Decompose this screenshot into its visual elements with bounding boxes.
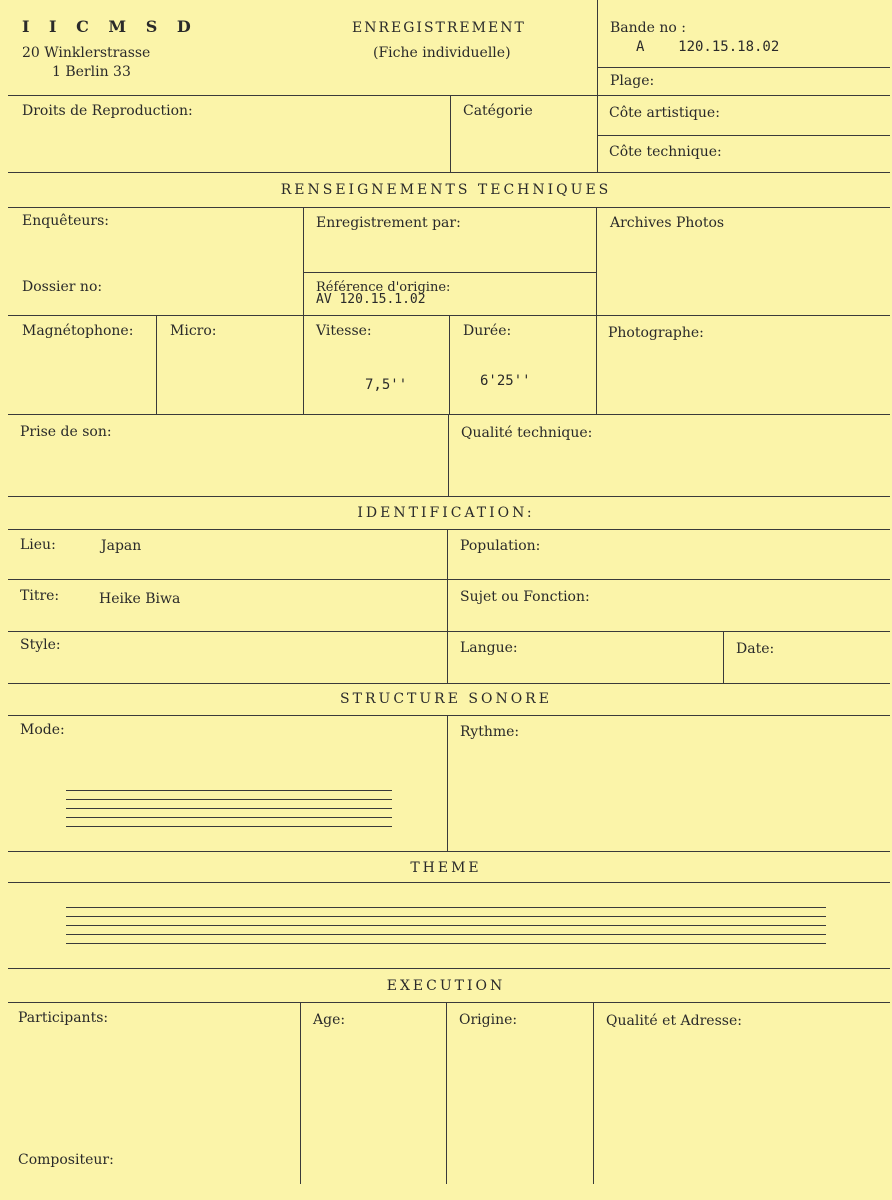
age-label: Age: — [313, 1012, 346, 1028]
micro-divider — [156, 315, 157, 414]
date-divider — [723, 631, 724, 683]
vitesse-label: Vitesse: — [316, 323, 372, 339]
bande-label: Bande no : — [610, 20, 686, 36]
mode-staff-line-1 — [66, 790, 392, 791]
cote-technique-label: Côte technique: — [609, 144, 722, 160]
micro-label: Micro: — [170, 323, 217, 339]
lieu-bottom-line — [8, 579, 890, 580]
participants-label: Participants: — [18, 1010, 109, 1026]
prise-de-son-label: Prise de son: — [20, 424, 112, 440]
enqueteurs-label: Enquêteurs: — [22, 213, 110, 229]
bande-value: A 120.15.18.02 — [636, 39, 780, 55]
plage-line — [597, 67, 890, 68]
technical-title-line — [8, 207, 890, 208]
titre-value: Heike Biwa — [99, 591, 181, 607]
execution-title-line — [8, 1002, 890, 1003]
titre-bottom-line — [8, 631, 890, 632]
theme-staff-line-1 — [66, 907, 826, 908]
prise-divider — [448, 414, 449, 496]
structure-divider — [447, 715, 448, 851]
duree-value: 6'25'' — [480, 373, 531, 389]
tech-row2-bottom-line — [8, 414, 890, 415]
titre-label: Titre: — [20, 588, 60, 604]
sujet-label: Sujet ou Fonction: — [460, 589, 590, 605]
compositeur-label: Compositeur: — [18, 1152, 114, 1168]
section-identification: IDENTIFICATION: — [357, 505, 535, 521]
archives-photos-label: Archives Photos — [610, 215, 725, 231]
lieu-value: Japan — [101, 538, 142, 554]
section-renseignements-techniques: RENSEIGNEMENTS TECHNIQUES — [280, 182, 612, 198]
qualite-technique-label: Qualité technique: — [461, 425, 593, 441]
address-line-2: 1 Berlin 33 — [52, 64, 131, 80]
execution-divider-2 — [446, 1002, 447, 1184]
photographe-label: Photographe: — [608, 325, 704, 341]
qualite-adresse-label: Qualité et Adresse: — [606, 1013, 742, 1029]
structure-title-line — [8, 715, 890, 716]
rythme-label: Rythme: — [460, 724, 520, 740]
origine-label: Origine: — [459, 1012, 518, 1028]
theme-bottom-line — [8, 968, 890, 969]
mode-staff-line-4 — [66, 817, 392, 818]
plage-label: Plage: — [610, 73, 655, 89]
identification-title-line — [8, 529, 890, 530]
technical-bottom-line — [8, 496, 890, 497]
execution-divider-1 — [300, 1002, 301, 1184]
cote-artistique-label: Côte artistique: — [609, 105, 720, 121]
execution-divider-3 — [593, 1002, 594, 1184]
form-subtitle: (Fiche individuelle) — [373, 45, 511, 61]
mode-staff-line-5 — [66, 826, 392, 827]
duree-label: Durée: — [463, 323, 512, 339]
section-structure-sonore: STRUCTURE SONORE — [340, 691, 552, 707]
vitesse-value: 7,5'' — [365, 377, 408, 393]
theme-staff-line-4 — [66, 934, 826, 935]
reference-label: Référence d'origine: — [316, 280, 451, 295]
form-title: ENREGISTREMENT — [352, 20, 526, 36]
reference-top-line — [303, 272, 596, 273]
reference-value: AV 120.15.1.02 — [316, 292, 426, 307]
mode-staff-line-2 — [66, 799, 392, 800]
mode-label: Mode: — [20, 722, 65, 738]
duree-divider — [449, 315, 450, 414]
rights-bottom-line — [8, 172, 890, 173]
theme-staff-line-3 — [66, 925, 826, 926]
enregistrement-par-label: Enregistrement par: — [316, 215, 461, 231]
rights-divider — [450, 95, 451, 172]
date-label: Date: — [736, 641, 775, 657]
categorie-label: Catégorie — [463, 103, 533, 119]
dossier-label: Dossier no: — [22, 279, 103, 295]
magnetophone-label: Magnétophone: — [22, 323, 134, 339]
tech-divider-1 — [303, 207, 304, 414]
institution-logo: I I C M S D — [22, 17, 198, 36]
langue-label: Langue: — [460, 640, 518, 656]
identification-bottom-line — [8, 683, 890, 684]
theme-staff-line-2 — [66, 916, 826, 917]
theme-staff-line-5 — [66, 943, 826, 944]
lieu-label: Lieu: — [20, 537, 56, 553]
droits-label: Droits de Reproduction: — [22, 103, 193, 119]
cote-line — [597, 135, 890, 136]
population-label: Population: — [460, 538, 541, 554]
section-execution: EXECUTION — [386, 978, 506, 994]
structure-bottom-line — [8, 851, 890, 852]
theme-title-line — [8, 882, 890, 883]
header-bottom-line — [8, 95, 890, 96]
identification-divider — [447, 529, 448, 683]
mode-staff-line-3 — [66, 808, 392, 809]
header-divider — [597, 0, 598, 172]
address-line-1: 20 Winklerstrasse — [22, 45, 151, 61]
style-label: Style: — [20, 637, 61, 653]
tech-divider-2 — [596, 207, 597, 414]
section-theme: THEME — [410, 860, 482, 876]
